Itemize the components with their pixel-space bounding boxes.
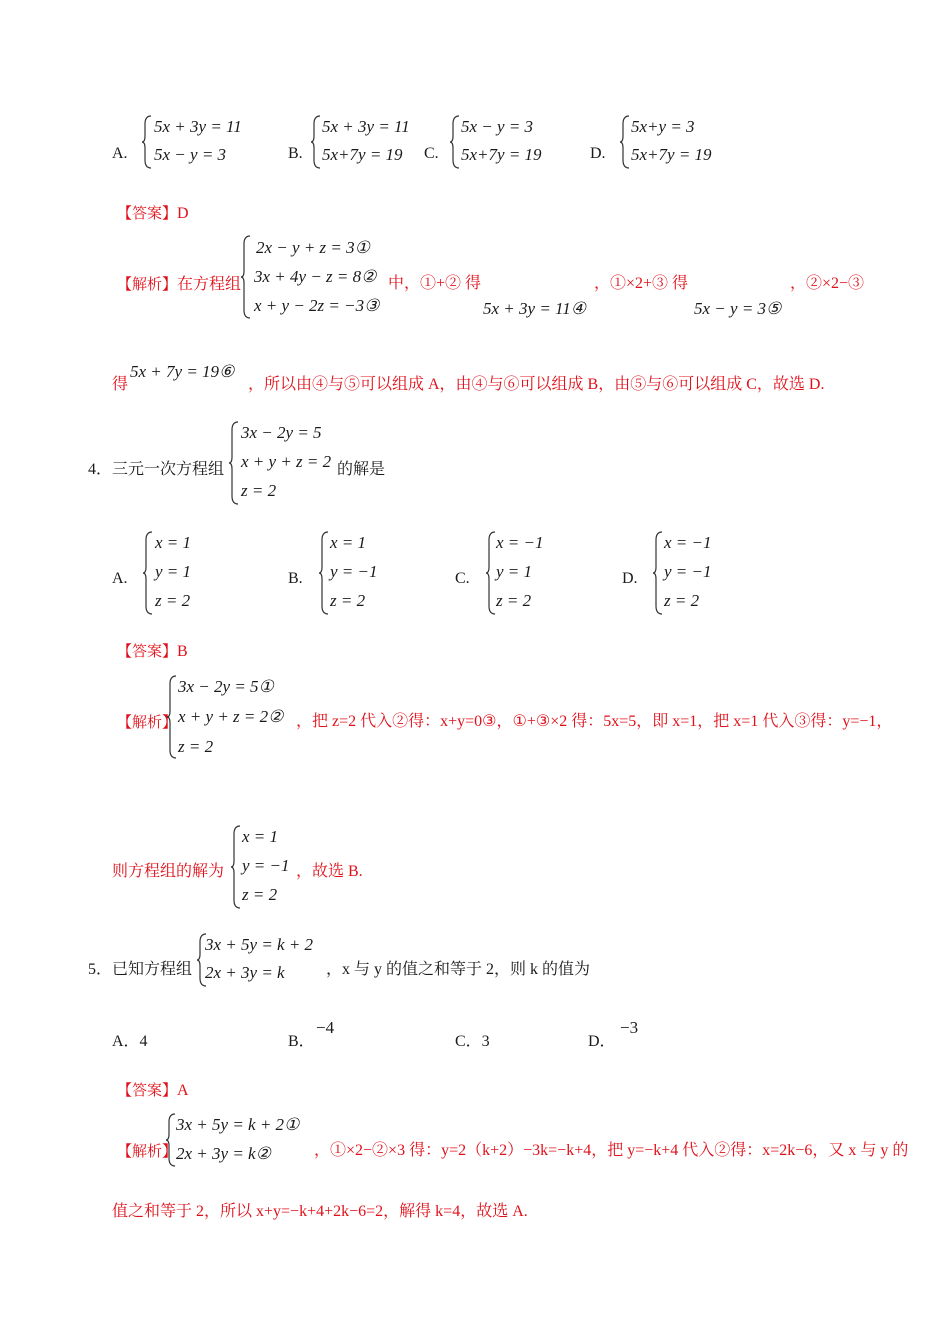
answer-tag: 【答案】 — [117, 1081, 178, 1099]
q3-eq4: 5x + 3y = 11④ — [483, 299, 587, 318]
q3-a-eq1: 5x + 3y = 11 — [154, 117, 242, 136]
q3-option-c-label: C. — [424, 145, 439, 162]
q3-sys-eq2: 3x + 4y − z = 8② — [254, 267, 377, 286]
q3-eq5: 5x − y = 3⑤ — [694, 299, 782, 318]
q4-option-b-label: B. — [288, 570, 303, 587]
q4-c-eq3: z = 2 — [496, 591, 532, 610]
brace-icon — [230, 824, 242, 910]
q4-analysis-eq1: 3x − 2y = 5① — [178, 677, 274, 696]
q5-analysis-text: ，①×2−②×3 得：y=2（k+2）−3k=−k+4，把 y=−k+4 代入②得：x=2k−6，又 x 与 y 的 — [314, 1142, 909, 1159]
q4-b-eq1: x = 1 — [330, 533, 367, 552]
q4-option-c-label: C. — [455, 570, 470, 587]
q3-analysis-t3: ，②×2−③ — [790, 275, 865, 292]
q4-stem-suffix: 的解是 — [337, 461, 386, 478]
q4-sys-eq3: z = 2 — [241, 481, 277, 500]
brace-icon — [449, 114, 461, 170]
q3-option-b-label: B. — [288, 145, 303, 162]
q4-conclusion-suffix: ，故选 B. — [296, 863, 363, 880]
q4-conclusion-prefix: 则方程组的解为 — [112, 863, 225, 880]
q5-analysis-eq1: 3x + 5y = k + 2① — [176, 1115, 300, 1134]
brace-icon — [142, 530, 154, 616]
q3-b-eq1: 5x + 3y = 11 — [322, 117, 410, 136]
q5-option-d-label: D． — [588, 1033, 616, 1050]
q4-analysis-eq2: x + y + z = 2② — [178, 707, 284, 726]
q3-d-eq2: 5x+7y = 19 — [631, 145, 712, 164]
q3-analysis-lead — [117, 274, 241, 295]
q4-d-eq3: z = 2 — [664, 591, 700, 610]
brace-icon — [652, 530, 664, 616]
brace-icon — [228, 420, 240, 506]
q4-option-a-label: A. — [112, 570, 128, 587]
q4-sys-eq2: x + y + z = 2 — [241, 452, 332, 471]
q3-option-a-label: A. — [112, 145, 128, 162]
brace-icon — [619, 114, 631, 170]
answer-value: B — [177, 643, 188, 660]
brace-icon — [166, 674, 178, 760]
q4-a-eq1: x = 1 — [155, 533, 192, 552]
q5-stem-suffix: ，x 与 y 的值之和等于 2，则 k 的值为 — [326, 961, 591, 978]
analysis-prefix: 在方程组 — [177, 276, 242, 293]
q5-stem-prefix: 已知方程组 — [112, 961, 193, 978]
q3-analysis-t5: ，所以由④与⑤可以组成 A，由④与⑥可以组成 B，由⑤与⑥可以组成 C，故选 D. — [248, 376, 825, 393]
q5-sys-eq2: 2x + 3y = k — [205, 963, 285, 982]
q4-stem-prefix: 三元一次方程组 — [112, 461, 225, 478]
q4-d-eq2: y = −1 — [664, 562, 712, 581]
q5-analysis-eq2: 2x + 3y = k② — [176, 1144, 271, 1163]
q4-sys-eq1: 3x − 2y = 5 — [241, 423, 322, 442]
q4-b-eq2: y = −1 — [330, 562, 378, 581]
q5-number: 5． — [88, 961, 113, 978]
q4-c-eq2: y = 1 — [496, 562, 533, 581]
q4-answer — [117, 641, 188, 662]
q5-answer — [117, 1080, 189, 1101]
q3-analysis-t2: ，①×2+③ 得 — [594, 275, 689, 292]
brace-icon — [240, 234, 252, 320]
answer-value: D — [177, 205, 189, 222]
q5-option-a: A．4 — [112, 1033, 148, 1050]
q3-sys-eq1: 2x − y + z = 3① — [256, 238, 370, 257]
brace-icon — [310, 114, 322, 170]
q4-number: 4． — [88, 461, 113, 478]
q3-d-eq1: 5x+y = 3 — [631, 117, 695, 136]
q5-analysis-text2: 值之和等于 2，所以 x+y=−k+4+2k−6=2，解得 k=4，故选 A. — [112, 1203, 528, 1220]
brace-icon — [318, 530, 330, 616]
answer-value: A — [177, 1082, 189, 1099]
analysis-tag: 【解析】 — [117, 713, 178, 731]
q3-answer — [117, 203, 189, 224]
q3-sys-eq3: x + y − 2z = −3③ — [254, 296, 380, 315]
answer-tag: 【答案】 — [117, 642, 178, 660]
q3-b-eq2: 5x+7y = 19 — [322, 145, 403, 164]
q4-conclusion-eq3: z = 2 — [242, 885, 278, 904]
q4-c-eq1: x = −1 — [496, 533, 544, 552]
q4-analysis-eq3: z = 2 — [178, 737, 214, 756]
q3-option-d-label: D. — [590, 145, 606, 162]
q3-c-eq1: 5x − y = 3 — [461, 117, 534, 136]
q4-a-eq2: y = 1 — [155, 562, 192, 581]
q3-eq6: 5x + 7y = 19⑥ — [130, 362, 235, 381]
q5-option-d-value: −3 — [620, 1018, 639, 1037]
q3-c-eq2: 5x+7y = 19 — [461, 145, 542, 164]
q4-analysis-text: ，把 z=2 代入②得：x+y=0③，①+③×2 得：5x=5，即 x=1，把 x=1 代入③得：y=−1， — [296, 713, 893, 730]
q3-analysis-t1: 中，①+② 得 — [388, 275, 482, 292]
q4-option-d-label: D. — [622, 570, 638, 587]
q5-option-b-value: −4 — [316, 1018, 335, 1037]
q4-a-eq3: z = 2 — [155, 591, 191, 610]
analysis-tag: 【解析】 — [117, 1142, 178, 1160]
brace-icon — [141, 114, 153, 170]
q4-conclusion-eq2: y = −1 — [242, 856, 290, 875]
q5-option-c: C．3 — [455, 1033, 490, 1050]
q3-a-eq2: 5x − y = 3 — [154, 145, 227, 164]
q5-sys-eq1: 3x + 5y = k + 2 — [205, 935, 314, 954]
answer-tag: 【答案】 — [117, 204, 178, 222]
q4-b-eq3: z = 2 — [330, 591, 366, 610]
q3-analysis-t4: 得 — [112, 376, 129, 393]
analysis-tag: 【解析】 — [117, 275, 178, 293]
q4-conclusion-eq1: x = 1 — [242, 827, 279, 846]
q5-option-b-label: B． — [288, 1033, 315, 1050]
q4-d-eq1: x = −1 — [664, 533, 712, 552]
